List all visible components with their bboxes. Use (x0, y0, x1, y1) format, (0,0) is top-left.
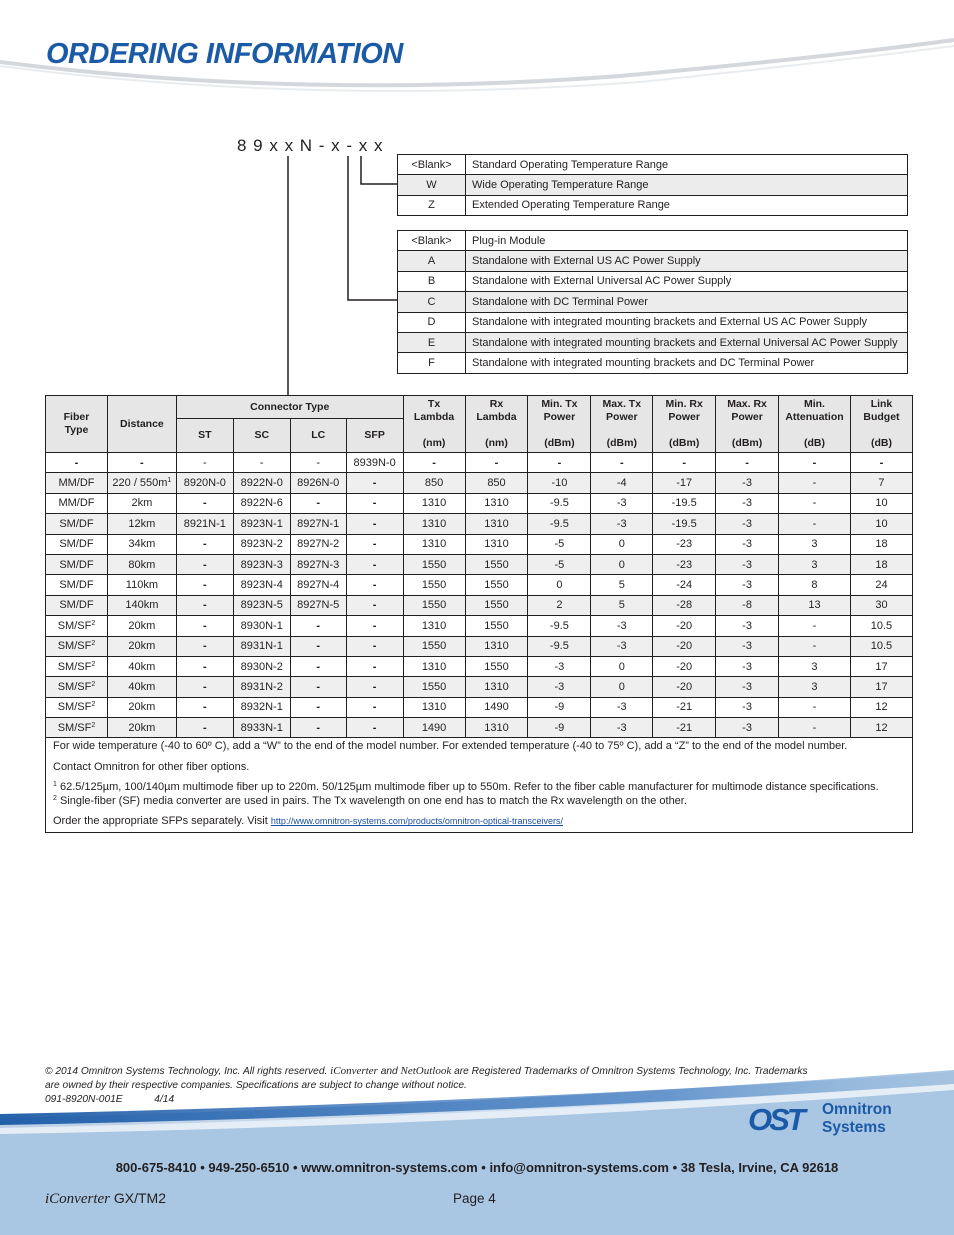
page-title: ORDERING INFORMATION (46, 38, 403, 70)
cell-lc: - (290, 616, 346, 636)
cell-rx: 1550 (465, 554, 528, 574)
cell-min-tx: - (528, 453, 591, 473)
header-min-tx-power: Min. Tx Power (dBm) (528, 396, 591, 453)
cell-min-att: 8 (779, 575, 851, 595)
cell-link: 7 (850, 473, 912, 493)
model-code: 8 9 x x N - x - x x (237, 136, 384, 155)
cell-min-rx: -21 (653, 718, 716, 738)
header-min-rx-power: Min. Rx Power (dBm) (653, 396, 716, 453)
cell-sfp: - (346, 697, 403, 717)
cell-lc: - (290, 718, 346, 738)
table-row (46, 656, 913, 676)
cell-link: 30 (850, 595, 912, 615)
option-code: Z (398, 195, 466, 215)
cell-link: 10.5 (850, 636, 912, 656)
cell-min-att: 3 (779, 554, 851, 574)
cell-rx: 1550 (465, 616, 528, 636)
header-min-attenuation: Min. Attenuation (dB) (779, 396, 851, 453)
cell-max-rx: -8 (716, 595, 779, 615)
cell-link: 17 (850, 656, 912, 676)
cell-sfp: - (346, 534, 403, 554)
cell-link: - (850, 453, 912, 473)
cell-sfp: - (346, 636, 403, 656)
cell-st: 8920N-0 (176, 473, 233, 493)
cell-link: 17 (850, 677, 912, 697)
cell-fiber: SM/DF (46, 534, 108, 554)
cell-max-tx: 0 (591, 656, 653, 676)
cell-max-tx: 5 (591, 595, 653, 615)
cell-max-tx: 5 (591, 575, 653, 595)
cell-rx: 1310 (465, 514, 528, 534)
cell-min-att: 3 (779, 534, 851, 554)
cell-tx: - (403, 453, 465, 473)
header-max-rx-power: Max. Rx Power (dBm) (716, 396, 779, 453)
omnitron-logo-icon (746, 1102, 820, 1136)
cell-sfp: - (346, 575, 403, 595)
cell-tx: 1310 (403, 697, 465, 717)
specifications-table (45, 395, 913, 833)
cell-sc: 8933N-1 (233, 718, 290, 738)
cell-st: - (176, 718, 233, 738)
table-row (398, 175, 908, 195)
cell-min-rx: -23 (653, 534, 716, 554)
option-description: Standalone with integrated mounting brackets and DC Terminal Power (466, 353, 908, 373)
cell-min-att: - (779, 473, 851, 493)
note-sfp: Order the appropriate SFPs separately. Visit http://www.omnitron-systems.com/products/omnitron-optical-transceivers/ (53, 815, 563, 828)
option-code: B (398, 271, 466, 291)
cell-tx: 1550 (403, 575, 465, 595)
cell-st: - (176, 677, 233, 697)
cell-tx: 1310 (403, 616, 465, 636)
cell-max-tx: -3 (591, 697, 653, 717)
cell-min-rx: -28 (653, 595, 716, 615)
cell-distance: 40km (107, 656, 176, 676)
transceivers-link[interactable]: http://www.omnitron-systems.com/products/omnitron-optical-transceivers/ (270, 816, 563, 827)
cell-min-tx: 0 (528, 575, 591, 595)
cell-sc: - (233, 453, 290, 473)
cell-link: 18 (850, 534, 912, 554)
cell-min-rx: -20 (653, 656, 716, 676)
cell-fiber: $SM/SF^2$ (46, 677, 108, 697)
cell-min-att: 3 (779, 677, 851, 697)
cell-st: - (176, 534, 233, 554)
table-row (46, 473, 913, 493)
cell-distance: 12km (107, 514, 176, 534)
cell-rx: 1310 (465, 718, 528, 738)
cell-min-tx: 2 (528, 595, 591, 615)
cell-max-rx: -3 (716, 554, 779, 574)
cell-lc: 8927N-3 (290, 554, 346, 574)
cell-max-tx: -3 (591, 718, 653, 738)
cell-distance: 34km (107, 534, 176, 554)
cell-min-tx: -9.5 (528, 636, 591, 656)
cell-rx: 1550 (465, 575, 528, 595)
cell-max-rx: -3 (716, 718, 779, 738)
contact-information: 800-675-8410 • 949-250-6510 • www.omnitron-systems.com • info@omnitron-systems.com • 38 Tesla, Irvine, CA 92618 (115, 1160, 839, 1175)
logo-wordmark: Omnitron Systems (822, 1101, 892, 1136)
cell-max-tx: 0 (591, 534, 653, 554)
cell-tx: 1310 (403, 534, 465, 554)
cell-min-rx: -19.5 (653, 514, 716, 534)
cell-distance: 140km (107, 595, 176, 615)
table-row (46, 514, 913, 534)
table-row (398, 332, 908, 352)
table-row (398, 312, 908, 332)
cell-max-tx: 0 (591, 677, 653, 697)
cell-min-rx: -23 (653, 554, 716, 574)
table-row (46, 575, 913, 595)
option-description: Plug-in Module (466, 231, 908, 251)
cell-tx: 1310 (403, 514, 465, 534)
cell-max-rx: -3 (716, 616, 779, 636)
cell-tx: 850 (403, 473, 465, 493)
cell-min-rx: - (653, 453, 716, 473)
cell-min-tx: -5 (528, 554, 591, 574)
option-description: Standalone with DC Terminal Power (466, 292, 908, 312)
cell-rx: 1310 (465, 677, 528, 697)
cell-max-tx: -4 (591, 473, 653, 493)
option-description: Extended Operating Temperature Range (466, 195, 908, 215)
cell-sc: 8931N-2 (233, 677, 290, 697)
cell-min-tx: -9.5 (528, 616, 591, 636)
table-row (398, 353, 908, 373)
cell-max-tx: 0 (591, 554, 653, 574)
cell-st: - (176, 616, 233, 636)
header-st: ST (176, 419, 233, 453)
cell-min-rx: -24 (653, 575, 716, 595)
cell-lc: - (290, 697, 346, 717)
cell-rx: 850 (465, 473, 528, 493)
cell-st: - (176, 575, 233, 595)
cell-sc: 8932N-1 (233, 697, 290, 717)
cell-st: 8921N-1 (176, 514, 233, 534)
cell-lc: 8927N-2 (290, 534, 346, 554)
cell-fiber: MM/DF (46, 473, 108, 493)
option-code: <Blank> (398, 155, 466, 175)
cell-distance: $220 / 550m^1$ (107, 473, 176, 493)
cell-fiber: SM/DF (46, 554, 108, 574)
cell-rx: - (465, 453, 528, 473)
cell-sc: 8922N-0 (233, 473, 290, 493)
cell-st: - (176, 636, 233, 656)
cell-sc: 8930N-1 (233, 616, 290, 636)
cell-lc: 8926N-0 (290, 473, 346, 493)
cell-distance: 40km (107, 677, 176, 697)
cell-tx: 1310 (403, 493, 465, 513)
cell-lc: - (290, 453, 346, 473)
header-lc: LC (290, 419, 346, 453)
cell-min-att: - (779, 493, 851, 513)
header-sc: SC (233, 419, 290, 453)
cell-distance: 20km (107, 616, 176, 636)
table-row (398, 271, 908, 291)
header-distance: Distance (107, 396, 176, 453)
header-link-budget: Link Budget (dB) (850, 396, 912, 453)
cell-min-tx: -3 (528, 677, 591, 697)
cell-fiber: $SM/SF^2$ (46, 636, 108, 656)
cell-max-rx: -3 (716, 473, 779, 493)
table-row (46, 493, 913, 513)
cell-min-tx: -9 (528, 697, 591, 717)
option-description: Wide Operating Temperature Range (466, 175, 908, 195)
cell-distance: 2km (107, 493, 176, 513)
cell-rx: 1310 (465, 636, 528, 656)
cell-sfp: - (346, 514, 403, 534)
option-code: E (398, 332, 466, 352)
cell-fiber: $SM/SF^2$ (46, 718, 108, 738)
option-code: <Blank> (398, 231, 466, 251)
table-row (398, 155, 908, 175)
cell-sc: 8923N-5 (233, 595, 290, 615)
cell-min-tx: -9 (528, 718, 591, 738)
cell-rx: 1490 (465, 697, 528, 717)
header-sfp: SFP (346, 419, 403, 453)
cell-sfp: 8939N-0 (346, 453, 403, 473)
cell-distance: 20km (107, 718, 176, 738)
cell-min-att: 3 (779, 656, 851, 676)
cell-link: 10 (850, 493, 912, 513)
cell-st: - (176, 554, 233, 574)
cell-lc: - (290, 677, 346, 697)
option-code: A (398, 251, 466, 271)
option-code: C (398, 292, 466, 312)
cell-sfp: - (346, 656, 403, 676)
option-description: Standalone with External Universal AC Power Supply (466, 271, 908, 291)
cell-sfp: - (346, 473, 403, 493)
cell-sc: 8923N-1 (233, 514, 290, 534)
cell-rx: 1550 (465, 656, 528, 676)
cell-rx: 1550 (465, 595, 528, 615)
cell-min-att: - (779, 453, 851, 473)
cell-rx: 1310 (465, 534, 528, 554)
cell-min-att: - (779, 697, 851, 717)
cell-max-tx: - (591, 453, 653, 473)
table-row (46, 616, 913, 636)
cell-min-rx: -20 (653, 616, 716, 636)
cell-fiber: SM/DF (46, 514, 108, 534)
cell-max-rx: -3 (716, 636, 779, 656)
cell-lc: - (290, 656, 346, 676)
cell-min-att: - (779, 718, 851, 738)
cell-lc: - (290, 636, 346, 656)
cell-sc: 8923N-3 (233, 554, 290, 574)
header-tx-lambda: Tx Lambda (nm) (403, 396, 465, 453)
cell-tx: 1310 (403, 656, 465, 676)
cell-max-rx: -3 (716, 656, 779, 676)
cell-distance: 20km (107, 697, 176, 717)
table-row (398, 251, 908, 271)
cell-max-rx: -3 (716, 677, 779, 697)
power-options-table (397, 230, 908, 374)
header-max-tx-power: Max. Tx Power (dBm) (591, 396, 653, 453)
product-name: iConverter GX/TM2 (45, 1190, 167, 1207)
cell-max-rx: -3 (716, 697, 779, 717)
cell-st: - (176, 595, 233, 615)
cell-fiber: - (46, 453, 108, 473)
cell-fiber: SM/DF (46, 575, 108, 595)
cell-min-tx: -10 (528, 473, 591, 493)
notes-section (46, 738, 913, 833)
document-number: 091-8920N-001E (45, 1094, 123, 1105)
cell-fiber: $SM/SF^2$ (46, 697, 108, 717)
cell-sfp: - (346, 677, 403, 697)
cell-max-tx: -3 (591, 636, 653, 656)
cell-tx: 1490 (403, 718, 465, 738)
cell-distance: 80km (107, 554, 176, 574)
cell-min-att: 13 (779, 595, 851, 615)
footnote-1: $^1$ 62.5/125µm, 100/140µm multimode fiber up to 220m. 50/125µm multimode fiber up to 550m. Refer to the fiber cable manufacturer for multimode distance specifications. (53, 781, 879, 794)
cell-sfp: - (346, 493, 403, 513)
option-code: W (398, 175, 466, 195)
header-connector-type: Connector Type (176, 396, 403, 419)
cell-lc: - (290, 493, 346, 513)
cell-min-tx: -9.5 (528, 514, 591, 534)
cell-max-rx: -3 (716, 575, 779, 595)
cell-min-att: - (779, 514, 851, 534)
cell-st: - (176, 656, 233, 676)
cell-fiber: $SM/SF^2$ (46, 656, 108, 676)
option-description: Standalone with External US AC Power Supply (466, 251, 908, 271)
cell-sfp: - (346, 718, 403, 738)
cell-tx: 1550 (403, 595, 465, 615)
table-row (46, 636, 913, 656)
table-row (46, 534, 913, 554)
cell-max-tx: -3 (591, 616, 653, 636)
cell-tx: 1550 (403, 677, 465, 697)
cell-link: 12 (850, 697, 912, 717)
page-number: Page 4 (453, 1191, 496, 1206)
cell-min-tx: -9.5 (528, 493, 591, 513)
cell-sc: 8922N-6 (233, 493, 290, 513)
cell-min-att: - (779, 616, 851, 636)
header-rx-lambda: Rx Lambda (nm) (465, 396, 528, 453)
cell-link: 10 (850, 514, 912, 534)
cell-sfp: - (346, 616, 403, 636)
table-row (398, 292, 908, 312)
cell-lc: 8927N-5 (290, 595, 346, 615)
temperature-options-table (397, 154, 908, 216)
cell-sfp: - (346, 595, 403, 615)
cell-max-rx: -3 (716, 514, 779, 534)
note-contact: Contact Omnitron for other fiber options. (53, 760, 250, 773)
cell-link: 18 (850, 554, 912, 574)
cell-distance: 20km (107, 636, 176, 656)
cell-min-rx: -21 (653, 697, 716, 717)
cell-min-rx: -19.5 (653, 493, 716, 513)
cell-min-att: - (779, 636, 851, 656)
cell-rx: 1310 (465, 493, 528, 513)
cell-tx: 1550 (403, 636, 465, 656)
cell-max-tx: -3 (591, 493, 653, 513)
copyright-notice: © 2014 Omnitron Systems Technology, Inc. All rights reserved. iConverter and NetOutlook are Registered Trademarks of Omnitron Systems Technology, Inc. Trademarks are owned by their respective companies. Specifications are subject to change without notice. 091-8920N-001E 4/14 (45, 1065, 808, 1105)
cell-distance: 110km (107, 575, 176, 595)
cell-st: - (176, 697, 233, 717)
option-code: F (398, 353, 466, 373)
header-fiber-type: Fiber Type (46, 396, 108, 453)
footnote-2: $^2$ Single-fiber (SF) media converter are used in pairs. The Tx wavelength on one end has to match the Rx wavelength on the other. (53, 794, 687, 807)
cell-min-rx: -20 (653, 677, 716, 697)
cell-distance: - (107, 453, 176, 473)
cell-fiber: SM/DF (46, 595, 108, 615)
table-row (46, 595, 913, 615)
option-description: Standalone with integrated mounting brackets and External Universal AC Power Supply (466, 332, 908, 352)
cell-lc: 8927N-1 (290, 514, 346, 534)
cell-link: 12 (850, 718, 912, 738)
cell-sc: 8931N-1 (233, 636, 290, 656)
cell-st: - (176, 493, 233, 513)
cell-fiber: $SM/SF^2$ (46, 616, 108, 636)
cell-sc: 8930N-2 (233, 656, 290, 676)
cell-min-tx: -3 (528, 656, 591, 676)
cell-sc: 8923N-2 (233, 534, 290, 554)
cell-sfp: - (346, 554, 403, 574)
option-description: Standard Operating Temperature Range (466, 155, 908, 175)
cell-max-tx: -3 (591, 514, 653, 534)
cell-max-rx: -3 (716, 493, 779, 513)
cell-min-rx: -20 (653, 636, 716, 656)
table-row (398, 195, 908, 215)
table-row (46, 718, 913, 738)
cell-tx: 1550 (403, 554, 465, 574)
table-row (46, 453, 913, 473)
cell-link: 10.5 (850, 616, 912, 636)
cell-link: 24 (850, 575, 912, 595)
cell-max-rx: -3 (716, 534, 779, 554)
table-row (46, 697, 913, 717)
document-date: 4/14 (154, 1094, 175, 1105)
table-row (46, 554, 913, 574)
cell-st: - (176, 453, 233, 473)
table-row (46, 677, 913, 697)
cell-fiber: MM/DF (46, 493, 108, 513)
option-description: Standalone with integrated mounting brackets and External US AC Power Supply (466, 312, 908, 332)
cell-min-tx: -5 (528, 534, 591, 554)
svg-text:OST: OST (748, 1102, 803, 1136)
cell-max-rx: - (716, 453, 779, 473)
option-code: D (398, 312, 466, 332)
cell-sc: 8923N-4 (233, 575, 290, 595)
note-temperature: For wide temperature (-40 to 60º C), add a “W” to the end of the model number. For extended temperature (-40 to 75º C), add a “Z” to the end of the model number. (53, 740, 848, 753)
cell-min-rx: -17 (653, 473, 716, 493)
table-row (398, 231, 908, 251)
cell-lc: 8927N-4 (290, 575, 346, 595)
